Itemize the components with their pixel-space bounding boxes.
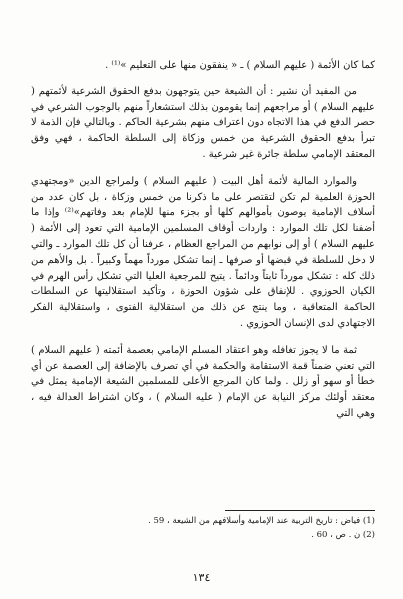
paragraph: كما كان الأئمة ( عليهم السلام ) ـ « ينفقون منها على التعليم »⁽¹⁾ . bbox=[105, 60, 375, 71]
footnote: (2) ن . ص ، 60 . bbox=[311, 530, 375, 540]
footnote: (1) فياض : تاريخ التربية عند الإمامية وأسلافهم من الشيعة ، 59 . bbox=[148, 516, 375, 526]
paragraph: ثمة ما لا يجوز تغافله وهو اعتقاد المسلم الإمامي بعصمة أئمته ( عليهم السلام ) التي تعني ضمناً قمة الاستقامة والحكمة في أي تصرف بالإضافة إلى العصمة عن أي خطأ أو سهو أو زلل . ولما كان المرجع الأعلى للمسلمين الشيعة الإمامية يمثل في معتقد أولئك مركز النيابة عن الإمام ( عليه السلام ) ، وكان اشتراط العدالة فيه ، وهي التي bbox=[31, 344, 375, 419]
body-text bbox=[31, 58, 375, 422]
page-number: ١٣٤ bbox=[192, 571, 211, 584]
paragraph: من المفيد أن نشير : أن الشيعة حين يتوجهون بدفع الحقوق الشرعية لأئمتهم ( عليهم السلام ) أو مراجعهم إنما يقومون بذلك استشعاراً منهم بالوجوب الشرعي في حصر الدفع في هذا الاتجاه دون اعتراف منهم بشرعية الحاكم . وبالتالي فإن الذمة لا تبرأ بدفع الحقوق الشرعية من خمس وزكاة إلى السلطة الحاكمة ، فهي وفق المعتقد الإمامي سلطة جائرة غير شرعية . bbox=[31, 85, 375, 160]
footnote-divider bbox=[225, 510, 375, 511]
paragraph: والموارد المالية لأئمة أهل البيت ( عليهم السلام ) ولمراجع الدين «ومجتهدي الحوزة العلمية لم تكن لتقتصر على ما ذكرنا من خمس وزكاة ، بل كان عدد من أسلاف الإمامية يوصون بأموالهم كلها أو بجزء منها للإمام بعد وفاتهم»⁽²⁾ وإذا ما أضفنا لكل تلك الموارد : واردات أوقاف المسلمين الإمامية التي تعود إلى الأئمة ( عليهم السلام ) أو إلى نوابهم من المراجع العظام ، عرفنا أن كل تلك الموارد ـ والتي لا دخل للسلطة في قبضها أو صرفها ـ إنما تشكل مورداً مهماً وكبيراً . بل والأهم من ذلك كله : تشكل مورداً ثابتاً ودائماً . يتيح للمرجعية العليا التي تشكل رأس الهرم في الكيان الحوزوي . للإنفاق على شؤون الحوزة ، وتأكيد استقلاليتها عن السلطات الحاكمة المتعاقبة ، وما ينتج عن ذلك من استقلالية الفتوى ، واستقلالية الفكر الاجتهادي لدى الإنسان الحوزوي . bbox=[31, 175, 375, 329]
footnotes bbox=[31, 514, 375, 542]
